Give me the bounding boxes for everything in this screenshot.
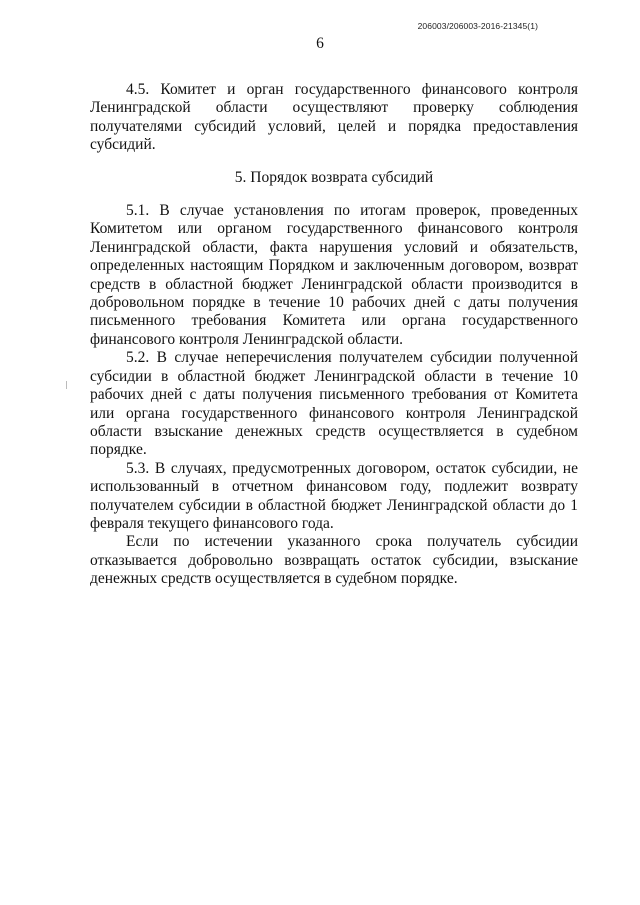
page-number: 6 [316, 35, 324, 52]
document-id: 206003/206003-2016-21345(1) [417, 21, 538, 31]
spacer [90, 155, 578, 169]
paragraph-5-2: 5.2. В случае неперечисления получателем субсидии полученной субсидии в областной бюджет Ленинградской области в течение 10 рабочих дней с даты получения письменного требования от Комитета или органа государственного финансового контроля Ленинградской области взыскание денежных средств осуществляется в судебном порядке. [90, 349, 578, 459]
section-5-heading: 5. Порядок возврата субсидий [234, 168, 434, 186]
spacer [90, 187, 578, 202]
paragraph-4-5: 4.5. Комитет и орган государственного финансового контроля Ленинградской области осуществляют проверку соблюдения получателями субсидий условий, целей и порядка предоставления субсидий. [90, 81, 578, 154]
paragraph-5-3-continuation: Если по истечении указанного срока получатель субсидии отказывается добровольно возвращать остаток субсидии, взыскание денежных средств осуществляется в судебном порядке. [90, 533, 578, 588]
margin-mark [66, 381, 67, 389]
paragraph-5-3: 5.3. В случаях, предусмотренных договором, остаток субсидии, не использованный в отчетном финансовом году, подлежит возврату получателем субсидии в областной бюджет Ленинградской области до 1 февраля текущего финансового года. [90, 459, 578, 532]
document-body [90, 81, 578, 589]
paragraph-5-1: 5.1. В случае установления по итогам проверок, проведенных Комитетом или органом государственного финансового контроля Ленинградской области, факта нарушения условий и обязательств, определенных настоящим Порядком и заключенным договором, возврат средств в областной бюджет Ленинградской области производится в добровольном порядке в течение 10 рабочих дней с даты получения письменного требования Комитета или органа государственного финансового контроля Ленинградской области. [90, 202, 578, 348]
